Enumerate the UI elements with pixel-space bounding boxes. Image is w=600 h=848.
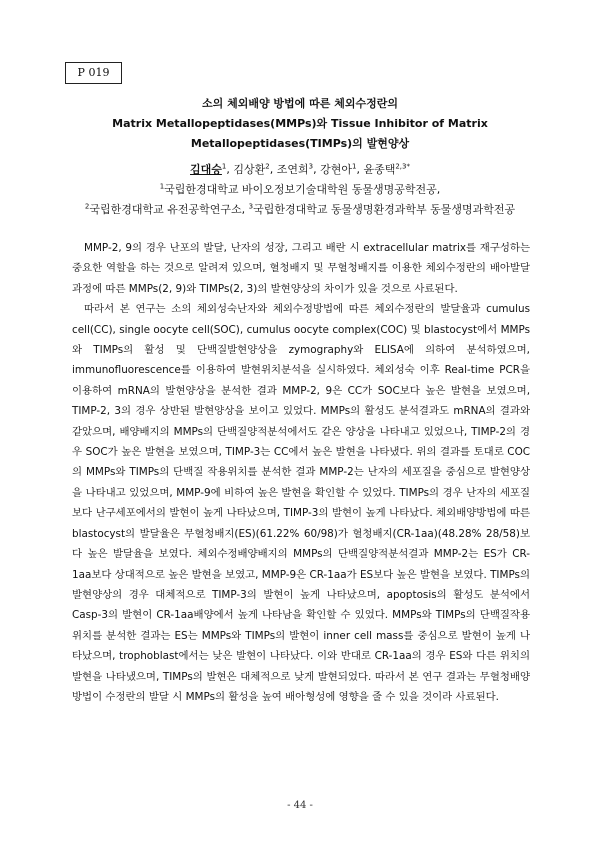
- abstract-body: [72, 238, 530, 707]
- author-4: 강현아: [320, 163, 352, 176]
- affiliation-2-sup: 2: [84, 202, 90, 211]
- affiliation-line-2: [60, 200, 540, 220]
- author-separator: ,: [226, 163, 234, 176]
- author-3-sup: 3: [308, 162, 314, 171]
- author-2: 김상환: [233, 163, 266, 176]
- affiliation-1-sup: 1: [159, 182, 165, 191]
- affiliation-1: 국립한경대학교 바이오정보기술대학원 동물생명공학전공,: [164, 183, 441, 196]
- abstract-title: [60, 94, 540, 154]
- author-5-sup: 2,3*: [395, 162, 410, 171]
- body-paragraph-1: MMP-2, 9의 경우 난포의 발달, 난자의 성장, 그리고 배란 시 extracellular matrix를 재구성하는 중요한 역할을 하는 것으로 알려져 있으며, 혈청배지 및 무혈청배지를 이용한 체외수정란의 배아발달 과정에 따른 MMPs(2, 9)와 TIMPs(2, 3)의 발현양상의 차이가 있을 것으로 사료된다.: [72, 242, 530, 295]
- author-3: 조연희: [276, 163, 309, 176]
- affiliation-2: 국립한경대학교 유전공학연구소,: [89, 203, 249, 216]
- author-1-sup: 1: [221, 162, 227, 171]
- page-number: - 44 -: [287, 800, 313, 811]
- authors-block: [60, 160, 540, 220]
- title-line-1: 소의 체외배양 방법에 따른 체외수정란의: [202, 97, 398, 110]
- affiliation-3: 국립한경대학교 동물생명환경과학부 동물생명과학전공: [253, 203, 516, 216]
- author-separator: ,: [313, 163, 321, 176]
- author-separator: ,: [356, 163, 364, 176]
- title-line-3: Metallopeptidases(TIMPs)의 발현양상: [190, 137, 410, 150]
- title-line-2: Matrix Metallopeptidases(MMPs)와 Tissue Inhibitor of Matrix: [112, 117, 488, 130]
- author-separator: ,: [269, 163, 277, 176]
- author-1: 김대승: [190, 163, 222, 176]
- body-paragraph-2: 따라서 본 연구는 소의 체외성숙난자와 체외수정방법에 따른 체외수정란의 발달율과 cumulus cell(CC), single oocyte cell(SOC), cumulus oocyte complex(COC) 및 blastocyst에서 MMPs와 TIMPs의 활성 및 단백질발현양상을 zymography와 ELISA에 의하여 분석하였으며, immunofluorescence를 이용하여 발현위치분석을 실시하였다. 체외성숙 이후 Real-time PCR을 이용하여 mRNA의 발현양상을 분석한 결과 MMP-2, 9은 CC가 SOC보다 높은 발현을 보였으며, TIMP-2, 3의 경우 상반된 발현양상을 보이고 있었다. MMPs의 활성도 분석결과도 mRNA의 결과와 같았으며, 배양배지의 MMPs의 단백질양적분석에서도 같은 양상을 나타내고 있었으나, TIMP-2의 경우 SOC가 높은 발현을 보였으며, TIMP-3는 CC에서 높은 발현을 나타냈다. 위의 결과를 토대로 COC의 MMPs와 TIMPs의 단백질 작용위치를 분석한 결과 MMP-2는 난자의 세포질을 중심으로 발현양상을 나타내고 있었으며, MMP-9에 비하여 높은 발현을 확인할 수 있었다. TIMPs의 경우 난자의 세포질보다 난구세포에서의 발현이 높게 나타났으며, TIMP-3의 발현이 높게 나타났다. 체외배양방법에 따른 blastocyst의 발달율은 무혈청배지(ES)(61.22% 60/98)가 혈청배지(CR-1aa)(48.28% 28/58)보다 높은 발달율을 보였다. 체외수정배양배지의 MMPs의 단백질양적분석결과 MMP-2는 ES가 CR-1aa보다 상대적으로 높은 발현을 보였고, MMP-9은 CR-1aa가 ES보다 높은 발현을 보였다. TIMPs의 발현양상의 경우 대체적으로 TIMP-3의 발현이 높게 나타났으며, apoptosis의 활성도 분석에서 Casp-3의 발현이 CR-1aa배양에서 높게 나타남을 확인할 수 있었다. MMPs와 TIMPs의 단백질작용위치를 분석한 결과는 ES는 MMPs와 TIMPs의 발현이 inner cell mass를 중심으로 발현이 높게 나타났으며, trophoblast에서는 낮은 발현이 나타났다. 이와 반대로 CR-1aa의 경우 ES와 다른 위치의 발현을 나타냈으며, TIMPs의 발현은 대체적으로 낮게 발현되었다. 따라서 본 연구 결과는 무혈청배양 방법이 수정란의 발달 시 MMPs의 활성을 높여 배아형성에 영향을 줄 수 있을 것이라 사료된다.: [72, 303, 530, 703]
- author-5: 윤종택: [363, 163, 396, 176]
- author-list: [60, 160, 540, 180]
- author-4-sup: 1: [351, 162, 357, 171]
- affiliation-3-sup: 3: [248, 202, 254, 211]
- abstract-code-box: P 019: [65, 62, 122, 84]
- author-2-sup: 2: [265, 162, 270, 171]
- affiliation-line-1: [60, 180, 540, 200]
